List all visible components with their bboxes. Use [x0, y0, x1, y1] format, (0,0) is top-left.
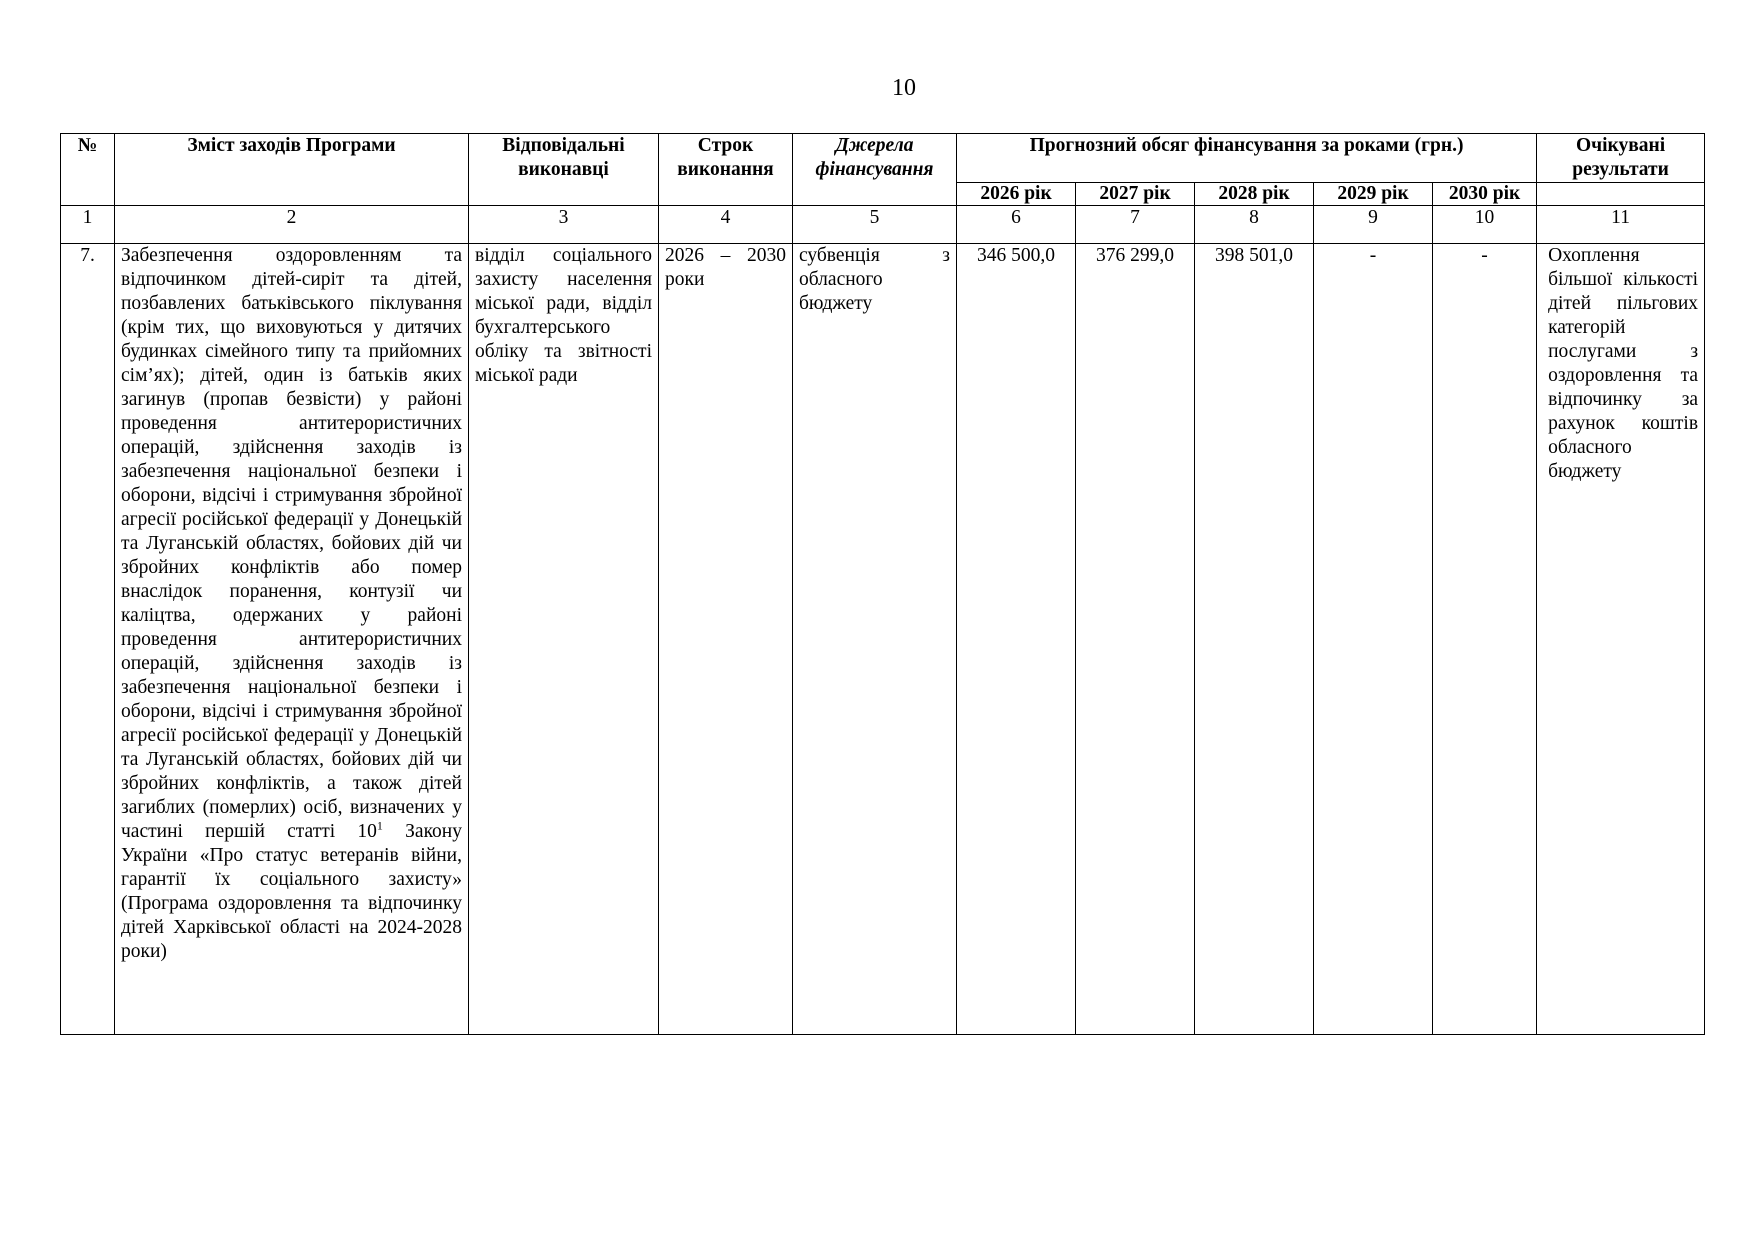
funding-sources: субвенція з обласного бюджету — [793, 244, 957, 1035]
column-number: 5 — [793, 206, 957, 244]
header-year: 2030 рік — [1433, 183, 1537, 206]
header-row — [61, 134, 1705, 183]
header-forecast: Прогнозний обсяг фінансування за роками (грн.) — [957, 134, 1537, 183]
article-superscript: 1 — [376, 818, 383, 833]
amount-2030: - — [1433, 244, 1537, 1035]
table-row — [61, 244, 1705, 1035]
page-number: 10 — [892, 75, 916, 101]
amount-2029: - — [1314, 244, 1433, 1035]
header-year: 2027 рік — [1076, 183, 1195, 206]
amount-2026: 346 500,0 — [957, 244, 1076, 1035]
column-number: 4 — [659, 206, 793, 244]
column-number-row — [61, 206, 1705, 244]
column-number: 7 — [1076, 206, 1195, 244]
header-results-empty — [1537, 183, 1705, 206]
amount-2027: 376 299,0 — [1076, 244, 1195, 1035]
header-year: 2028 рік — [1195, 183, 1314, 206]
column-number: 10 — [1433, 206, 1537, 244]
row-number: 7. — [61, 244, 115, 1035]
column-number: 11 — [1537, 206, 1705, 244]
column-number: 2 — [115, 206, 469, 244]
header-results: Очікувані результати — [1537, 134, 1705, 183]
header-term: Строк виконання — [659, 134, 793, 206]
amount-2028: 398 501,0 — [1195, 244, 1314, 1035]
column-number: 3 — [469, 206, 659, 244]
header-year: 2026 рік — [957, 183, 1076, 206]
execution-term: 2026 – 2030 роки — [659, 244, 793, 1035]
header-no: № — [61, 134, 115, 206]
column-number: 1 — [61, 206, 115, 244]
header-executors: Відповідальні виконавці — [469, 134, 659, 206]
header-year: 2029 рік — [1314, 183, 1433, 206]
measure-content-text: Забезпечення оздоровленням та відпочинком дітей-сиріт та дітей, позбавлених батьківського піклування (крім тих, що виховуються у дитячих будинках сімейного типу та прийомних сім’ях); дітей, один із батьків яких загинув (пропав безвісти) у районі проведення антитерористичних операцій, здійснення заходів із забезпечення національної безпеки і оборони, відсічі і стримування збройної агресії російської федерації у Донецькій та Луганській областях, бойових дій чи збройних конфліктів або помер внаслідок поранення, контузії чи каліцтва, одержаних у районі проведення антитерористичних операцій, здійснення заходів із забезпечення національної безпеки і оборони, відсічі і стримування збройної агресії російської федерації у Донецькій та Луганській областях, бойових дій чи збройних конфліктів, а також дітей загиблих (померлих) осіб, визначених у частині першій статті 10 — [121, 245, 462, 842]
column-number: 9 — [1314, 206, 1433, 244]
expected-results: Охоплення більшої кількості дітей пільгових категорій послугами з оздоровлення та відпочинку за рахунок коштів обласного бюджету — [1537, 244, 1705, 1035]
program-measures-table — [60, 133, 1705, 1035]
measure-content — [115, 244, 469, 1035]
column-number: 8 — [1195, 206, 1314, 244]
responsible-executors: відділ соціального захисту населення міської ради, відділ бухгалтерського обліку та звітності міської ради — [469, 244, 659, 1035]
measure-content-text-cont: Закону України «Про статус ветеранів війни, гарантії їх соціального захисту» (Програма оздоровлення та відпочинку дітей Харківської області на 2024-2028 роки) — [121, 821, 462, 962]
header-sources: Джерела фінансування — [793, 134, 957, 206]
header-content: Зміст заходів Програми — [115, 134, 469, 206]
column-number: 6 — [957, 206, 1076, 244]
